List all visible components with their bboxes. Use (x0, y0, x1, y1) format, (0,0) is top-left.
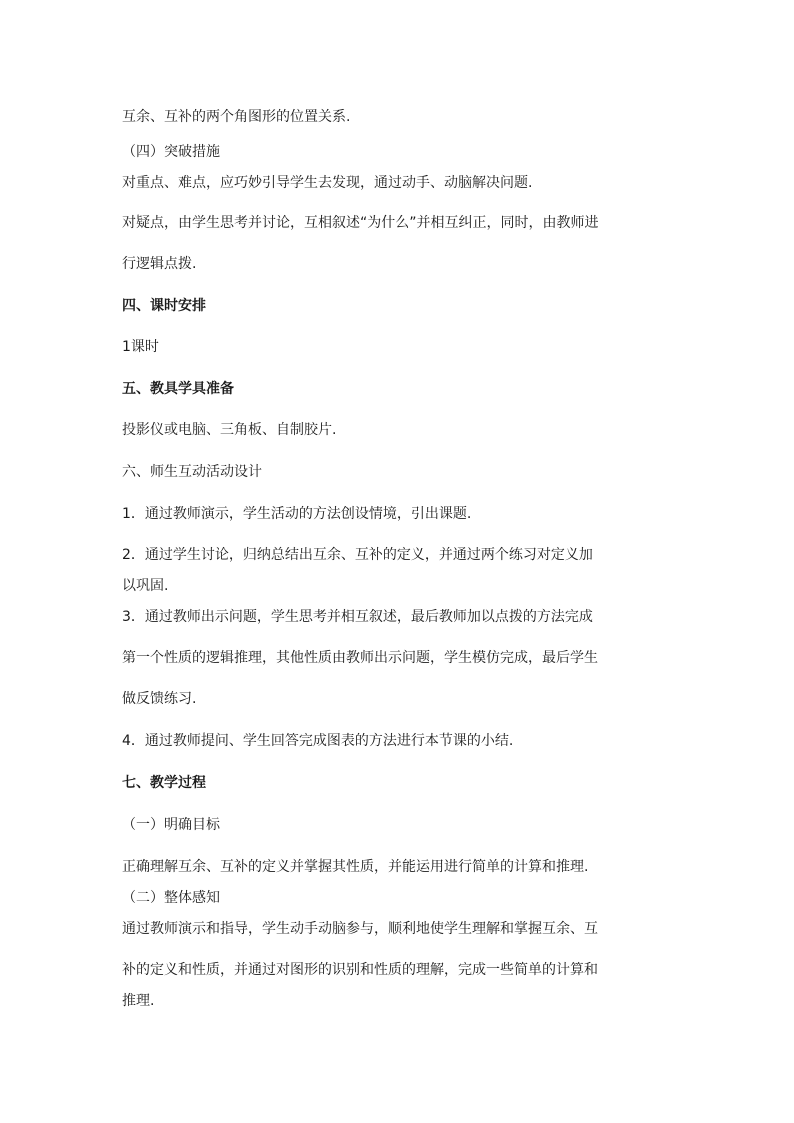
text-line-one-period: 1课时 (122, 339, 159, 355)
text-line-positional-relation: 互余、互补的两个角图形的位置关系. (122, 109, 351, 125)
list-item-2: 2．通过学生讨论，归纳总结出互余、互补的定义，并通过两个练习对定义加 (122, 547, 593, 563)
section-heading-teaching-process: 七、教学过程 (122, 775, 206, 791)
subheading-breakthrough-measures: （四）突破措施 (122, 144, 220, 160)
list-item-3-continued: 第一个性质的逻辑推理，其他性质由教师出示问题，学生模仿完成，最后学生 (122, 650, 598, 666)
section-heading-interaction-design: 六、师生互动活动设计 (122, 464, 262, 480)
text-line-doubt-points: 对疑点，由学生思考并讨论，互相叙述“为什么”并相互纠正，同时，由教师进 (122, 215, 599, 231)
list-item-3: 3．通过教师出示问题，学生思考并相互叙述，最后教师加以点拨的方法完成 (122, 609, 593, 625)
list-item-2-continued: 以巩固. (122, 578, 169, 594)
text-line-aids-list: 投影仪或电脑、三角板、自制胶片. (122, 422, 337, 438)
list-item-3-end: 做反馈练习. (122, 691, 197, 707)
section-heading-teaching-aids: 五、教具学具准备 (122, 381, 234, 397)
text-line-objective: 正确理解互余、互补的定义并掌握其性质，并能运用进行简单的计算和推理. (122, 859, 589, 875)
list-item-1: 1．通过教师演示，学生活动的方法创设情境，引出课题. (122, 506, 472, 522)
section-heading-schedule: 四、课时安排 (122, 298, 206, 314)
text-line-key-points: 对重点、难点，应巧妙引导学生去发现，通过动手、动脑解决问题. (122, 175, 533, 191)
list-item-4: 4．通过教师提问、学生回答完成图表的方法进行本节课的小结. (122, 733, 514, 749)
subheading-clear-objectives: （一）明确目标 (122, 817, 220, 833)
text-line-logic-guidance: 行逻辑点拨. (122, 256, 197, 272)
text-line-perception: 通过教师演示和指导，学生动手动脑参与，顺利地使学生理解和掌握互余、互 (122, 921, 598, 937)
subheading-overall-perception: （二）整体感知 (122, 890, 220, 906)
text-line-perception-end: 推理. (122, 993, 155, 1009)
text-line-perception-continued: 补的定义和性质，并通过对图形的识别和性质的理解，完成一些简单的计算和 (122, 962, 598, 978)
